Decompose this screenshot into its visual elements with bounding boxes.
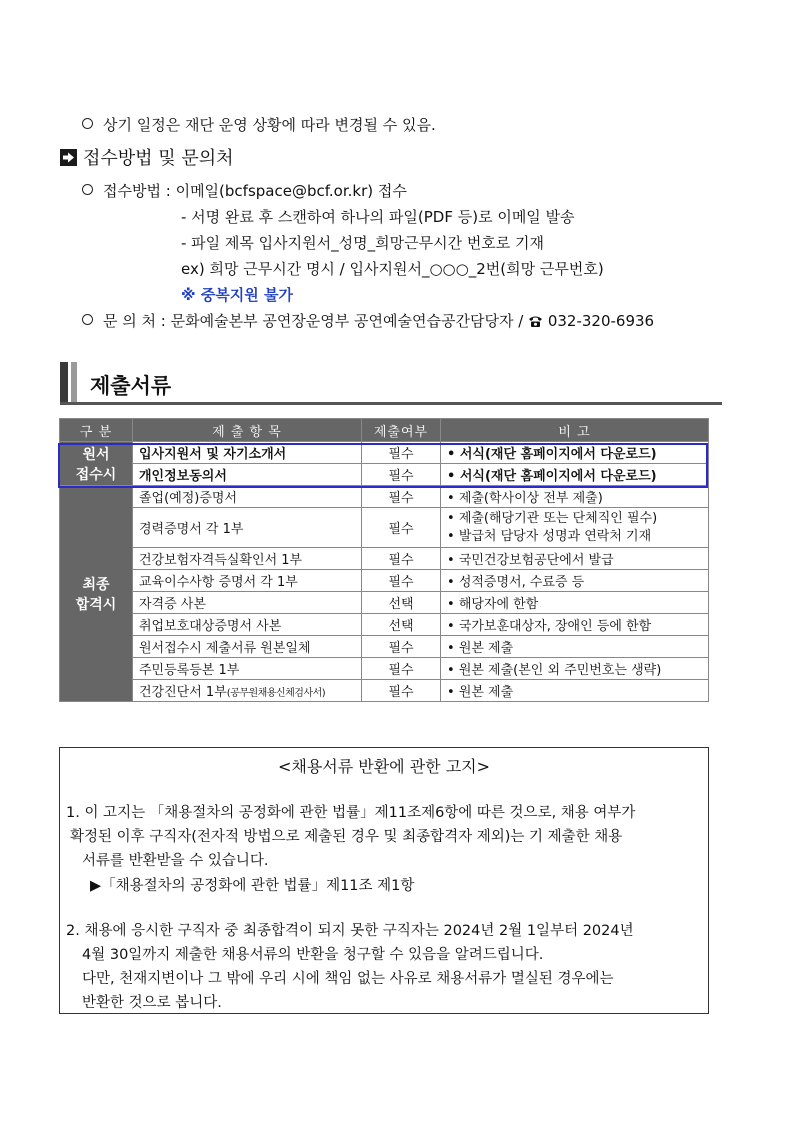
row-item: 개인정보동의서	[133, 464, 362, 486]
row-item: 원서접수시 제출서류 원본일체	[133, 636, 362, 658]
row-item: 자격증 사본	[133, 592, 362, 614]
row-required: 필수	[362, 658, 441, 680]
circle-bullet-icon	[82, 184, 93, 195]
header-item: 제 출 항 목	[133, 419, 362, 442]
row-note: • 원본 제출	[441, 636, 709, 658]
row-required: 필수	[362, 486, 441, 508]
row-required: 필수	[362, 570, 441, 592]
method-sub1: - 서명 완료 후 스캔하여 하나의 파일(PDF 등)로 이메일 발송	[181, 208, 575, 226]
table-row	[60, 570, 709, 592]
heading-bar-light	[71, 362, 77, 405]
row-required: 선택	[362, 592, 441, 614]
table-row	[60, 680, 709, 702]
row-item: 졸업(예정)증명서	[133, 486, 362, 508]
group-label-application: 원서 접수시	[60, 442, 133, 486]
notice-p2-line2: 4월 30일까지 제출한 채용서류의 반환을 청구할 수 있음을 알려드립니다.	[82, 947, 544, 963]
row-note: • 해당자에 한함	[441, 592, 709, 614]
notice-p1-line2: 확정된 이후 구직자(전자적 방법으로 제출된 경우 및 최종합격자 제외)는 기 제출한 채용	[70, 829, 623, 845]
row-note: • 서식(재단 홈페이지에서 다운로드)	[441, 464, 709, 486]
docs-section-heading: 제출서류	[90, 374, 172, 398]
method-sub2: - 파일 제목 입사지원서_성명_희망근무시간 번호로 기재	[181, 234, 545, 252]
contact-section-heading: 접수방법 및 문의처	[60, 144, 234, 170]
row-item: 교육이수사항 증명서 각 1부	[133, 570, 362, 592]
row-note: • 국가보훈대상자, 장애인 등에 한함	[441, 614, 709, 636]
row-required: 선택	[362, 614, 441, 636]
heading-underline	[60, 402, 722, 405]
arrow-right-icon	[60, 149, 77, 166]
row-item: 건강보험자격득실확인서 1부	[133, 548, 362, 570]
table-row	[60, 592, 709, 614]
row-note: • 원본 제출	[441, 680, 709, 702]
table-row	[60, 548, 709, 570]
header-note: 비 고	[441, 419, 709, 442]
group-label-final: 최종 합격시	[60, 486, 133, 702]
row-item: 경력증명서 각 1부	[133, 508, 362, 548]
table-row	[60, 508, 709, 548]
row-item: 건강진단서 1부(공무원채용신체검사서)	[133, 680, 362, 702]
notice-p1-line1: 1. 이 고지는 「채용절차의 공정화에 관한 법률」제11조제6항에 따른 것으로, 채용 여부가	[66, 805, 636, 821]
table-header-row	[60, 419, 709, 442]
contact-line: 문 의 처 : 문화예술본부 공연장운영부 공연예술연습공간담당자 / 032-320-6936	[82, 310, 654, 332]
row-required: 필수	[362, 548, 441, 570]
row-required: 필수	[362, 508, 441, 548]
row-required: 필수	[362, 680, 441, 702]
method-email: 이메일(bcfspace@bcf.or.kr) 접수	[175, 182, 407, 200]
phone-icon	[528, 314, 543, 332]
table-row	[60, 658, 709, 680]
phone-number: 032-320-6936	[547, 312, 655, 330]
row-note: • 성적증명서, 수료증 등	[441, 570, 709, 592]
table-row	[60, 636, 709, 658]
row-note: • 제출(해당기관 또는 단체직인 필수) • 발급처 담당자 성명과 연락처 기재	[441, 508, 709, 548]
row-required: 필수	[362, 636, 441, 658]
return-notice-box	[59, 747, 709, 1014]
circle-bullet-icon	[82, 118, 93, 129]
row-note: • 원본 제출(본인 외 주민번호는 생략)	[441, 658, 709, 680]
header-required: 제출여부	[362, 419, 441, 442]
notice-title: <채용서류 반환에 관한 고지>	[277, 757, 491, 776]
row-required: 필수	[362, 442, 441, 464]
circle-bullet-icon	[82, 314, 93, 325]
method-sub3: ex) 희망 근무시간 명시 / 입사지원서_○○○_2번(희망 근무번호)	[181, 260, 604, 278]
row-note: • 제출(학사이상 전부 제출)	[441, 486, 709, 508]
schedule-note: 상기 일정은 재단 운영 상황에 따라 변경될 수 있음.	[82, 114, 436, 135]
notice-p1-reference: ▶「채용절차의 공정화에 관한 법률」제11조 제1항	[90, 878, 415, 894]
documents-table	[59, 418, 709, 702]
table-row	[60, 442, 709, 464]
duplicate-warning: ※ 중복지원 불가	[181, 286, 293, 304]
table-row	[60, 614, 709, 636]
row-note: • 국민건강보험공단에서 발급	[441, 548, 709, 570]
row-required: 필수	[362, 464, 441, 486]
row-item: 취업보호대상증명서 사본	[133, 614, 362, 636]
notice-p2-line4: 반환한 것으로 봅니다.	[82, 995, 222, 1011]
method-line: 접수방법 : 이메일(bcfspace@bcf.or.kr) 접수	[82, 180, 407, 201]
row-note: • 서식(재단 홈페이지에서 다운로드)	[441, 442, 709, 464]
notice-p1-line3: 서류를 반환받을 수 있습니다.	[82, 853, 269, 869]
table-row	[60, 464, 709, 486]
row-item: 입사지원서 및 자기소개서	[133, 442, 362, 464]
notice-p2-line1: 2. 채용에 응시한 구직자 중 최종합격이 되지 못한 구직자는 2024년 2월 1일부터 2024년	[66, 923, 634, 939]
header-category: 구 분	[60, 419, 133, 442]
notice-p2-line3: 다만, 천재지변이나 그 밖에 우리 시에 책임 없는 사유로 채용서류가 멸실된 경우에는	[82, 971, 614, 987]
table-row	[60, 486, 709, 508]
heading-bar-dark	[60, 362, 68, 405]
row-item: 주민등록등본 1부	[133, 658, 362, 680]
